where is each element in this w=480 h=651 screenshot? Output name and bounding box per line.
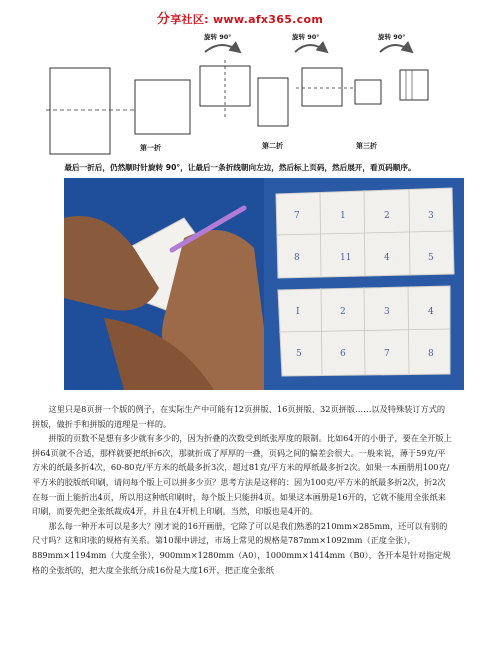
rotate-label-2: 旋转 90°: [292, 33, 320, 41]
sheet-mark: 3: [428, 211, 434, 221]
sheet-mark: 6: [340, 349, 346, 359]
paragraph: 那么每一种开本可以是多大？刚才说的16开画册，它除了可以是我们熟悉的210mm×285mm，还可以有别的尺寸吗？这和印张的规格有关系。第10课中讲过，市场上常见的规格是787mm×1092mm（正度全张），889mm×1194mm（大度全张），900mm×1280mm（A0），1000mm×1414mm（B0），各开本是针对指定规格的全张纸的，把大度全张纸分成16份是大度16开，把正度全张纸: [32, 520, 451, 575]
paragraph: 拼版的页数不是想有多少就有多少的，因为折叠的次数受到纸张厚度的限制。比如64开的小册子，要在全开版上拼64页就不合适，那样就要把纸折6次，那就折成了厚厚的一叠，页码之间的偏差会很大。一般来说，薄于59克/平方米的纸最多折4次，60-80克/平方米的纸最多折3次，超过81克/平方米的厚纸最多折2次。如果一本画册用100克/平方米的胶版纸印刷，请问每个版上可以拼多少页？思考方法是这样的：因为100克/平方米的纸最多折2次，折2次在每一面上能折出4页，所以用这种纸印刷时，每个版上只能拼4页。如果这本画册是16开的，它就不能用全张纸来印刷，而要先把全张纸裁成4开，并且在4开机上印刷。当然，印版也是4开的。: [32, 433, 452, 517]
sheet-mark: I: [296, 307, 300, 317]
step2-label: 第二折: [262, 142, 283, 150]
logo-glyph: 分: [156, 12, 171, 27]
sheet-mark: 4: [428, 307, 434, 317]
rotate-label-1: 旋转 90°: [204, 33, 232, 41]
sheet-mark: 3: [384, 307, 390, 317]
sheet-mark: 2: [384, 211, 390, 221]
sheet-mark: 5: [428, 253, 434, 263]
sheet-mark: 2: [340, 307, 346, 317]
sheet-mark: 8: [428, 349, 434, 359]
folding-diagram: [40, 30, 440, 160]
sheet-mark: 7: [384, 349, 390, 359]
sheet-mark: 7: [294, 211, 300, 221]
hand-writing-photo: [64, 178, 264, 390]
step3-label: 第三折: [356, 142, 377, 150]
paragraph: 这里只是8页拼一个版的例子，在实际生产中可能有12页拼版、16页拼版、32页拼版……以及特殊装订方式的拼版，做折手和拼版的道理是一样的。: [32, 404, 446, 429]
unfolded-sheets-photo: [264, 178, 464, 390]
step1-label: 第一折: [140, 144, 161, 152]
second-fold-sheet: [258, 78, 288, 126]
photo-row: [64, 178, 464, 390]
site-url: 享社区: www.afx365.com: [170, 13, 324, 26]
half-sheet: [135, 80, 190, 134]
body-text: [32, 402, 452, 577]
sheet-mark: 4: [384, 253, 390, 263]
full-sheet: [50, 68, 110, 154]
final-sheet: [400, 70, 428, 100]
folding-caption: 最后一折后，仍然顺时针旋转 90°，让最后一条折线朝向左边，然后标上页码，然后展开，看页码顺序。: [64, 163, 416, 172]
site-header: [0, 8, 480, 27]
rotated-sheet-2: [302, 68, 342, 106]
sheet-mark: 11: [340, 253, 352, 263]
sheet-mark: 8: [294, 253, 300, 263]
rotate-label-3: 旋转 90°: [378, 33, 406, 41]
third-fold-sheet: [355, 80, 381, 104]
sheet-mark: 1: [340, 211, 346, 221]
sheet-mark: 5: [296, 349, 302, 359]
